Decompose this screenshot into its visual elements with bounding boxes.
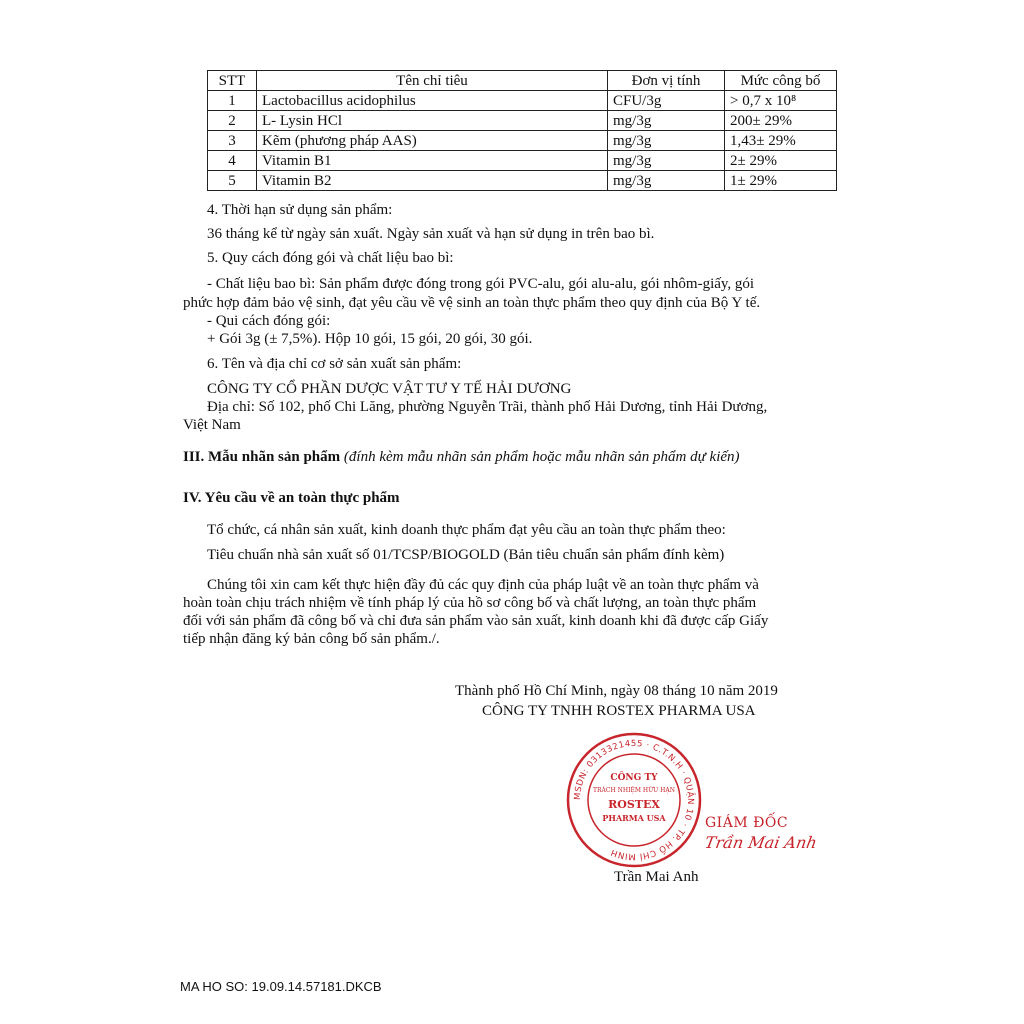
signing-company: CÔNG TY TNHH ROSTEX PHARMA USA [482, 703, 756, 719]
section5-heading: 5. Quy cách đóng gói và chất liệu bao bì: [207, 250, 454, 266]
stamp-line3: ROSTEX [608, 798, 660, 811]
spec-table [207, 70, 837, 191]
table-row [208, 171, 837, 191]
section4-text: 36 tháng kể từ ngày sản xuất. Ngày sản xuất và hạn sử dụng in trên bao bì. [207, 226, 655, 242]
section5-line2: phức hợp đảm bảo vệ sinh, đạt yêu cầu về vệ sinh an toàn thực phẩm theo quy định của Bộ Y tế. [183, 295, 761, 311]
section-iv-title: IV. Yêu cầu về an toàn thực phẩm [183, 490, 400, 506]
col-header-name: Tên chỉ tiêu [257, 71, 608, 91]
section5-line4: + Gói 3g (± 7,5%). Hộp 10 gói, 15 gói, 20 gói, 30 gói. [207, 331, 533, 347]
cell-stt: 1 [208, 91, 257, 111]
cell-unit: CFU/3g [608, 91, 725, 111]
cell-name: Lactobacillus acidophilus [257, 91, 608, 111]
commitment-line3: đối với sản phẩm đã công bố và chỉ đưa sản phẩm vào sản xuất, kinh doanh khi đã được cấp Giấy [183, 613, 769, 629]
cell-value: > 0,7 x 10⁸ [725, 91, 837, 111]
col-header-value: Mức công bố [725, 71, 837, 91]
section-iv-p2: Tiêu chuẩn nhà sản xuất số 01/TCSP/BIOGOLD (Bản tiêu chuẩn sản phẩm đính kèm) [207, 547, 725, 563]
cell-stt: 3 [208, 131, 257, 151]
col-header-stt: STT [208, 71, 257, 91]
table-row [208, 151, 837, 171]
table-row [208, 131, 837, 151]
section-iii [183, 448, 740, 466]
place-date: Thành phố Hồ Chí Minh, ngày 08 tháng 10 năm 2019 [455, 683, 778, 699]
manufacturer-name: CÔNG TY CỔ PHẦN DƯỢC VẬT TƯ Y TẾ HẢI DƯƠNG [207, 381, 572, 397]
stamp-ring-text: MSDN: 0313321455 · C.T.N.H · QUẬN 10 · TP. HỒ CHÍ MINH [572, 738, 696, 862]
stamp-line2: TRÁCH NHIỆM HỮU HẠN [593, 787, 675, 794]
cell-unit: mg/3g [608, 111, 725, 131]
signer-name: Trần Mai Anh [614, 869, 699, 885]
col-header-unit: Đơn vị tính [608, 71, 725, 91]
cell-name: L- Lysin HCl [257, 111, 608, 131]
cell-stt: 2 [208, 111, 257, 131]
cell-name: Vitamin B2 [257, 171, 608, 191]
cell-value: 200± 29% [725, 111, 837, 131]
section5-line3: - Qui cách đóng gói: [207, 313, 331, 329]
cell-unit: mg/3g [608, 171, 725, 191]
table-row [208, 91, 837, 111]
cell-value: 2± 29% [725, 151, 837, 171]
section4-heading: 4. Thời hạn sử dụng sản phẩm: [207, 202, 393, 218]
section5-line1: - Chất liệu bao bì: Sản phẩm được đóng trong gói PVC-alu, gói alu-alu, gói nhôm-giấy, gói [207, 276, 755, 292]
manufacturer-address-cont: Việt Nam [183, 417, 241, 433]
cell-value: 1,43± 29% [725, 131, 837, 151]
table-header-row [208, 71, 837, 91]
cell-stt: 4 [208, 151, 257, 171]
manufacturer-address: Địa chỉ: Số 102, phố Chi Lăng, phường Nguyễn Trãi, thành phố Hải Dương, tỉnh Hải Dương, [207, 399, 768, 415]
cell-stt: 5 [208, 171, 257, 191]
handwritten-signature: Trần Mai Anh [703, 833, 819, 852]
company-stamp [564, 730, 704, 870]
stamp-line1: CÔNG TY [610, 773, 658, 783]
commitment-line1: Chúng tôi xin cam kết thực hiện đầy đủ các quy định của pháp luật về an toàn thực phẩm và [207, 577, 759, 593]
section6-heading: 6. Tên và địa chỉ cơ sở sản xuất sản phẩm: [207, 356, 462, 372]
section-iv-p1: Tổ chức, cá nhân sản xuất, kinh doanh thực phẩm đạt yêu cầu an toàn thực phẩm theo: [207, 522, 726, 538]
cell-name: Vitamin B1 [257, 151, 608, 171]
commitment-line2: hoàn toàn chịu trách nhiệm về tính pháp lý của hồ sơ công bố và chất lượng, an toàn thực phẩm [183, 595, 757, 611]
cell-unit: mg/3g [608, 131, 725, 151]
cell-unit: mg/3g [608, 151, 725, 171]
signature-block [705, 815, 817, 852]
section-iii-note: (đính kèm mẫu nhãn sản phẩm hoặc mẫu nhãn sản phẩm dự kiến) [343, 449, 740, 465]
commitment-line4: tiếp nhận đăng ký bản công bố sản phẩm./. [183, 631, 440, 647]
cell-name: Kẽm (phương pháp AAS) [257, 131, 608, 151]
director-title: GIÁM ĐỐC [705, 815, 789, 831]
section-iii-title: III. Mẫu nhãn sản phẩm [183, 449, 341, 465]
table-row [208, 111, 837, 131]
dossier-code: MA HO SO: 19.09.14.57181.DKCB [180, 979, 382, 994]
stamp-line4: PHARMA USA [602, 813, 666, 823]
cell-value: 1± 29% [725, 171, 837, 191]
